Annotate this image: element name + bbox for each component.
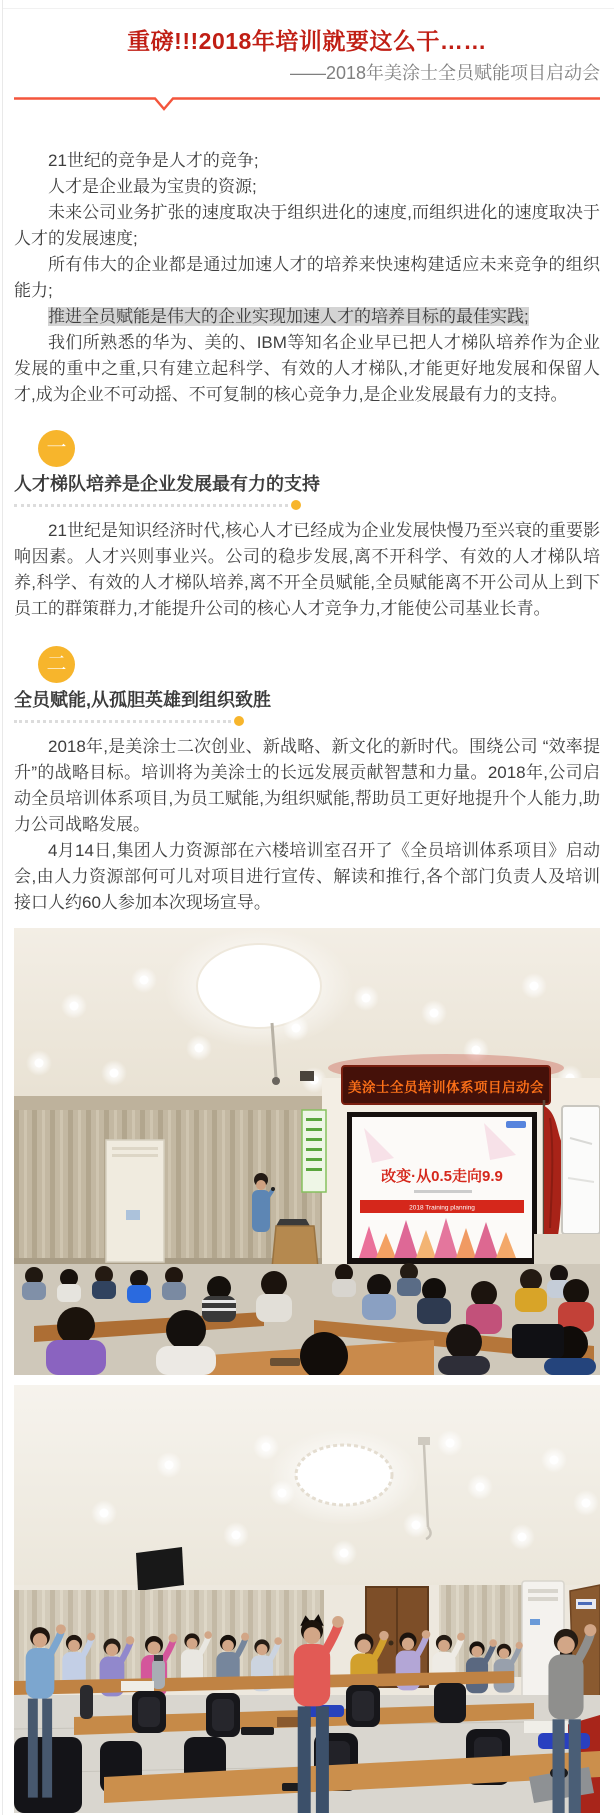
section-heading: 全员赋能,从孤胆英雄到组织致胜 [14, 690, 271, 710]
page-left-border [2, 0, 3, 1815]
audience [14, 1263, 600, 1375]
banner-text: 美涂士全员培训体系项目启动会 [348, 1080, 544, 1095]
photo-kickoff-presentation [14, 928, 600, 1375]
led-banner [328, 1054, 564, 1104]
green-poster [302, 1110, 326, 1192]
projection-screen [347, 1112, 537, 1264]
intro-closing-paragraph: 我们所熟悉的华为、美的、IBM等知名企业早已把人才梯队培养作为企业发展的重中之重,只有建立起科学、有效的人才梯队,才能更好地发展和保留人才,成为企业不可动摇、不可复制的核心竞争力,是企业发展最有力的支持。 [14, 333, 600, 404]
podium [272, 1219, 318, 1268]
intro-paragraph: 所有伟大的企业都是通过加速人才的培养来快速构建适应未来竞争的组织能力; [14, 255, 600, 300]
intro-paragraph: 21世纪的竞争是人才的竞争; [48, 151, 259, 170]
section-paragraph: 4月14日,集团人力资源部在六楼培训室召开了《全员培训体系项目》启动会,由人力资源部何可儿对项目进行宣传、解读和推行,各个部门负责人及培训接口人约60人参加本次现场宣导。 [14, 841, 600, 912]
intro-paragraph: 未来公司业务扩张的速度取决于组织进化的速度,而组织进化的速度取决于人才的发展速度; [14, 203, 600, 248]
article-subtitle: ——2018年美涂士全员赋能项目启动会 [289, 63, 600, 83]
page-top-border [3, 8, 614, 9]
dotted-underline [14, 716, 244, 726]
section-heading: 人才梯队培养是企业发展最有力的支持 [14, 474, 320, 494]
dotted-underline [14, 500, 301, 510]
white-cabinet [106, 1140, 164, 1262]
section-2 [14, 646, 600, 916]
section-number-badge: 一 [38, 430, 75, 467]
security-camera [300, 1071, 314, 1081]
photo-group-pledge [14, 1385, 600, 1813]
intro-block [14, 148, 600, 408]
whiteboard [562, 1106, 600, 1234]
photo2-ceiling [14, 1385, 600, 1590]
round-ceiling-light [268, 1429, 420, 1525]
section-paragraph: 2018年,是美涂士二次创业、新战略、新文化的新时代。围绕公司 “效率提升”的战略目标。培训将为美涂士的长远发展贡献智慧和力量。2018年,公司启动全员培训体系项目,为员工赋能,为组织赋能,帮助员工更好地提升个人能力,助力公司战略发展。 [14, 737, 600, 834]
round-ceiling-light [164, 928, 354, 1048]
curtain-valance [14, 1096, 322, 1112]
dotted-line [14, 720, 231, 723]
red-divider-line [14, 96, 600, 116]
highlight-text: 推进全员赋能是伟大的企业实现加速人才的培养目标的最佳实践; [48, 307, 529, 326]
divider-chevron [14, 99, 600, 110]
intro-paragraph: 人才是企业最为宝贵的资源; [48, 177, 257, 196]
section-number-badge: 二 [38, 646, 75, 683]
wall-speaker-box [136, 1547, 184, 1591]
underline-end-dot [234, 716, 244, 726]
underline-end-dot [291, 500, 301, 510]
section-1 [14, 430, 600, 622]
screen-title: 改变·从0.5走向9.9 [381, 1168, 503, 1185]
dotted-line [14, 504, 288, 507]
article-title: 重磅!!!2018年培训就要这么干…… [127, 28, 487, 54]
section-paragraph: 21世纪是知识经济时代,核心人才已经成为企业发展快慢乃至兴衰的重要影响因素。人才兴则事业兴。公司的稳步发展,离不开科学、有效的人才梯队培养,科学、有效的人才梯队培养,离不开全员赋能,全员赋能离不开公司从上到下员工的群策群力,才能提升公司的核心人才竞争力,才能使公司基业长青。 [14, 521, 600, 618]
screen-caption: 2018 Training planning [409, 1204, 475, 1212]
highlight-paragraph [14, 304, 600, 330]
